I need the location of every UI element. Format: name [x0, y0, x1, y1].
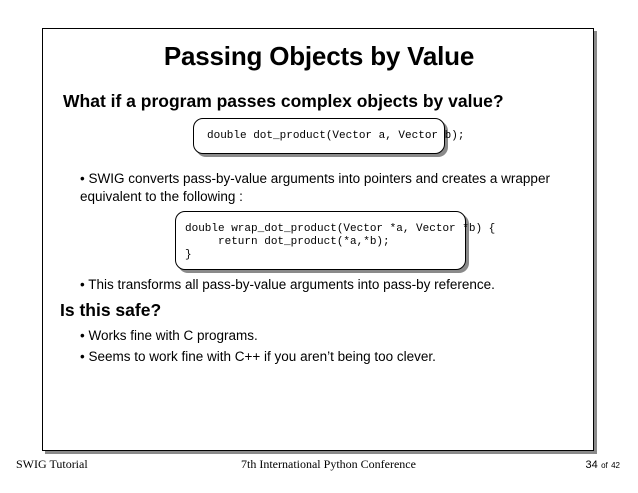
code-line: double wrap_dot_product(Vector *a, Vector *b) {	[185, 223, 496, 235]
page-sep: of	[601, 461, 608, 470]
bullet-cpp-programs: • Seems to work fine with C++ if you aren’t being too clever.	[80, 349, 436, 364]
slide-title: Passing Objects by Value	[163, 41, 475, 71]
code-line: return dot_product(*a,*b);	[185, 236, 390, 248]
heading-complex-objects: What if a program passes complex objects by value?	[63, 91, 504, 111]
heading-is-this-safe: Is this safe?	[60, 300, 162, 320]
page-current: 34	[585, 459, 598, 471]
page-number	[585, 457, 620, 471]
bullet-swig-converts: • SWIG converts pass-by-value arguments into pointers and creates a wrapper equivalent to the following :	[80, 171, 550, 204]
footer-left: SWIG Tutorial	[16, 457, 88, 471]
page-total: 42	[611, 461, 620, 470]
code-box-wrapper	[175, 211, 496, 270]
bullet-pass-by-reference: • This transforms all pass-by-value arguments into pass-by reference.	[80, 277, 495, 292]
code-line: }	[185, 249, 192, 261]
bullet-c-programs: • Works fine with C programs.	[80, 328, 258, 343]
footer-center: 7th International Python Conference	[241, 457, 416, 471]
code-box-prototype: double dot_product(Vector a, Vector b);	[193, 118, 445, 154]
